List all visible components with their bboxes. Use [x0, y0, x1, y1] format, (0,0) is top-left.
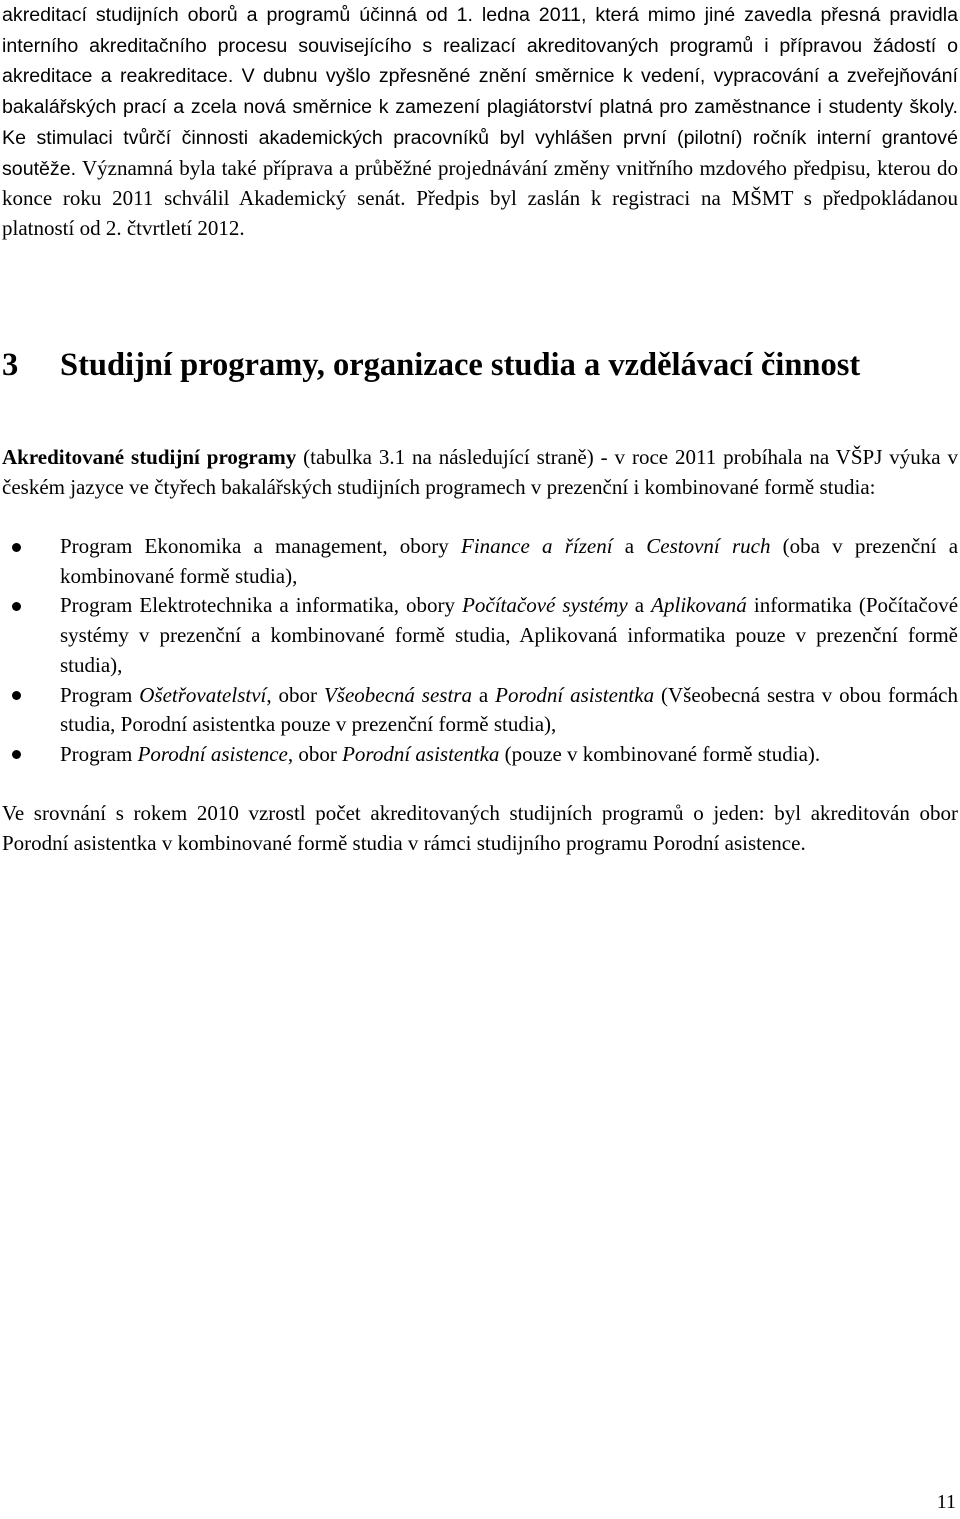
section-heading	[2, 345, 860, 385]
list-item	[0, 740, 958, 770]
intro-bold-term: Akreditované studijní programy	[2, 445, 297, 469]
list-item-text: , obor	[266, 682, 324, 707]
list-item-italic: Porodní asistentka	[342, 741, 500, 766]
list-item-italic: Porodní asistence	[137, 741, 288, 766]
list-item-italic: Aplikovaná	[651, 593, 747, 618]
top-paragraph-serif-text: Významná byla také příprava a průběžné projednávání změny vnitřního mzdového předpisu, kterou do konce roku 2011 schválil Akademický senát. Předpis byl zaslán k registraci na MŠMT s předpokládanou platností od 2. čtvrtletí 2012.	[2, 155, 958, 240]
list-item-text: a	[471, 682, 496, 707]
list-item	[0, 591, 958, 680]
program-list	[0, 532, 958, 770]
list-item-italic: Finance a řízení	[461, 534, 613, 558]
list-item-text: Program	[60, 741, 138, 766]
list-item-text: (pouze v kombinované formě studia).	[499, 741, 821, 766]
closing-paragraph: Ve srovnání s rokem 2010 vzrostl počet akreditovaných studijních programů o jeden: byl akreditován obor Porodní asistentka v kombinované formě studia v rámci studijního programu Porodní asistence.	[2, 801, 958, 855]
list-item-text: a	[612, 534, 647, 558]
list-item-text: informatika (Počítačové systémy v prezenční a kombinované formě studia, Aplikovaná informatika pouze v prezenční formě studia),	[60, 593, 959, 677]
list-item	[0, 532, 958, 591]
list-item-text: Program Ekonomika a management, obory	[60, 534, 461, 558]
list-item-text: , obor	[287, 741, 343, 766]
list-item-italic: Porodní asistentka	[495, 682, 655, 707]
list-item-text: a	[627, 593, 652, 618]
intro-paragraph	[2, 443, 958, 502]
list-item	[0, 681, 958, 740]
list-item-italic: Cestovní ruch	[646, 534, 771, 558]
section-title: Studijní programy, organizace studia a vzdělávací činnost	[60, 347, 861, 383]
list-item-italic: Počítačové systémy	[462, 593, 628, 618]
list-item-italic: Ošetřovatelství	[139, 682, 267, 707]
list-item-text: (Všeobecná sestra v obou formách studia, Porodní asistentka pouze v prezenční formě studia),	[60, 682, 958, 737]
page-number: 11	[936, 1491, 956, 1513]
bullet-icon	[12, 543, 21, 552]
intro-text: (tabulka 3.1 na následující straně) - v roce 2011 probíhala na VŠPJ výuka v českém jazyce ve čtyřech bakalářských studijních programech v prezenční i kombinované formě studia:	[2, 445, 959, 499]
top-paragraph	[2, 0, 958, 244]
section-number: 3	[2, 347, 19, 383]
top-paragraph-sans-text: akreditací studijních oborů a programů účinná od 1. ledna 2011, která mimo jiné zavedla přesná pravidla interního akreditačního procesu souvisejícího s realizací akreditovaných programů i přípravou žádostí o akreditace a reakreditace. V dubnu vyšlo zpřesněné znění směrnice k vedení, vypracování a zveřejňování bakalářských prací a zcela nová směrnice k zamezení plagiátorství platná pro zaměstnance i studenty školy. Ke stimulaci tvůrčí činnosti akademických pracovníků byl vyhlášen první (pilotní) ročník interní grantové soutěže.	[2, 4, 958, 180]
bullet-icon	[12, 750, 21, 759]
bullet-icon	[12, 602, 21, 611]
bullet-icon	[12, 691, 21, 700]
list-item-text: Program	[60, 682, 140, 707]
list-item-text: (oba v prezenční a kombinované formě studia),	[60, 534, 959, 588]
list-item-italic: Všeobecná sestra	[323, 682, 472, 707]
list-item-text: Program Elektrotechnika a informatika, obory	[60, 593, 463, 618]
